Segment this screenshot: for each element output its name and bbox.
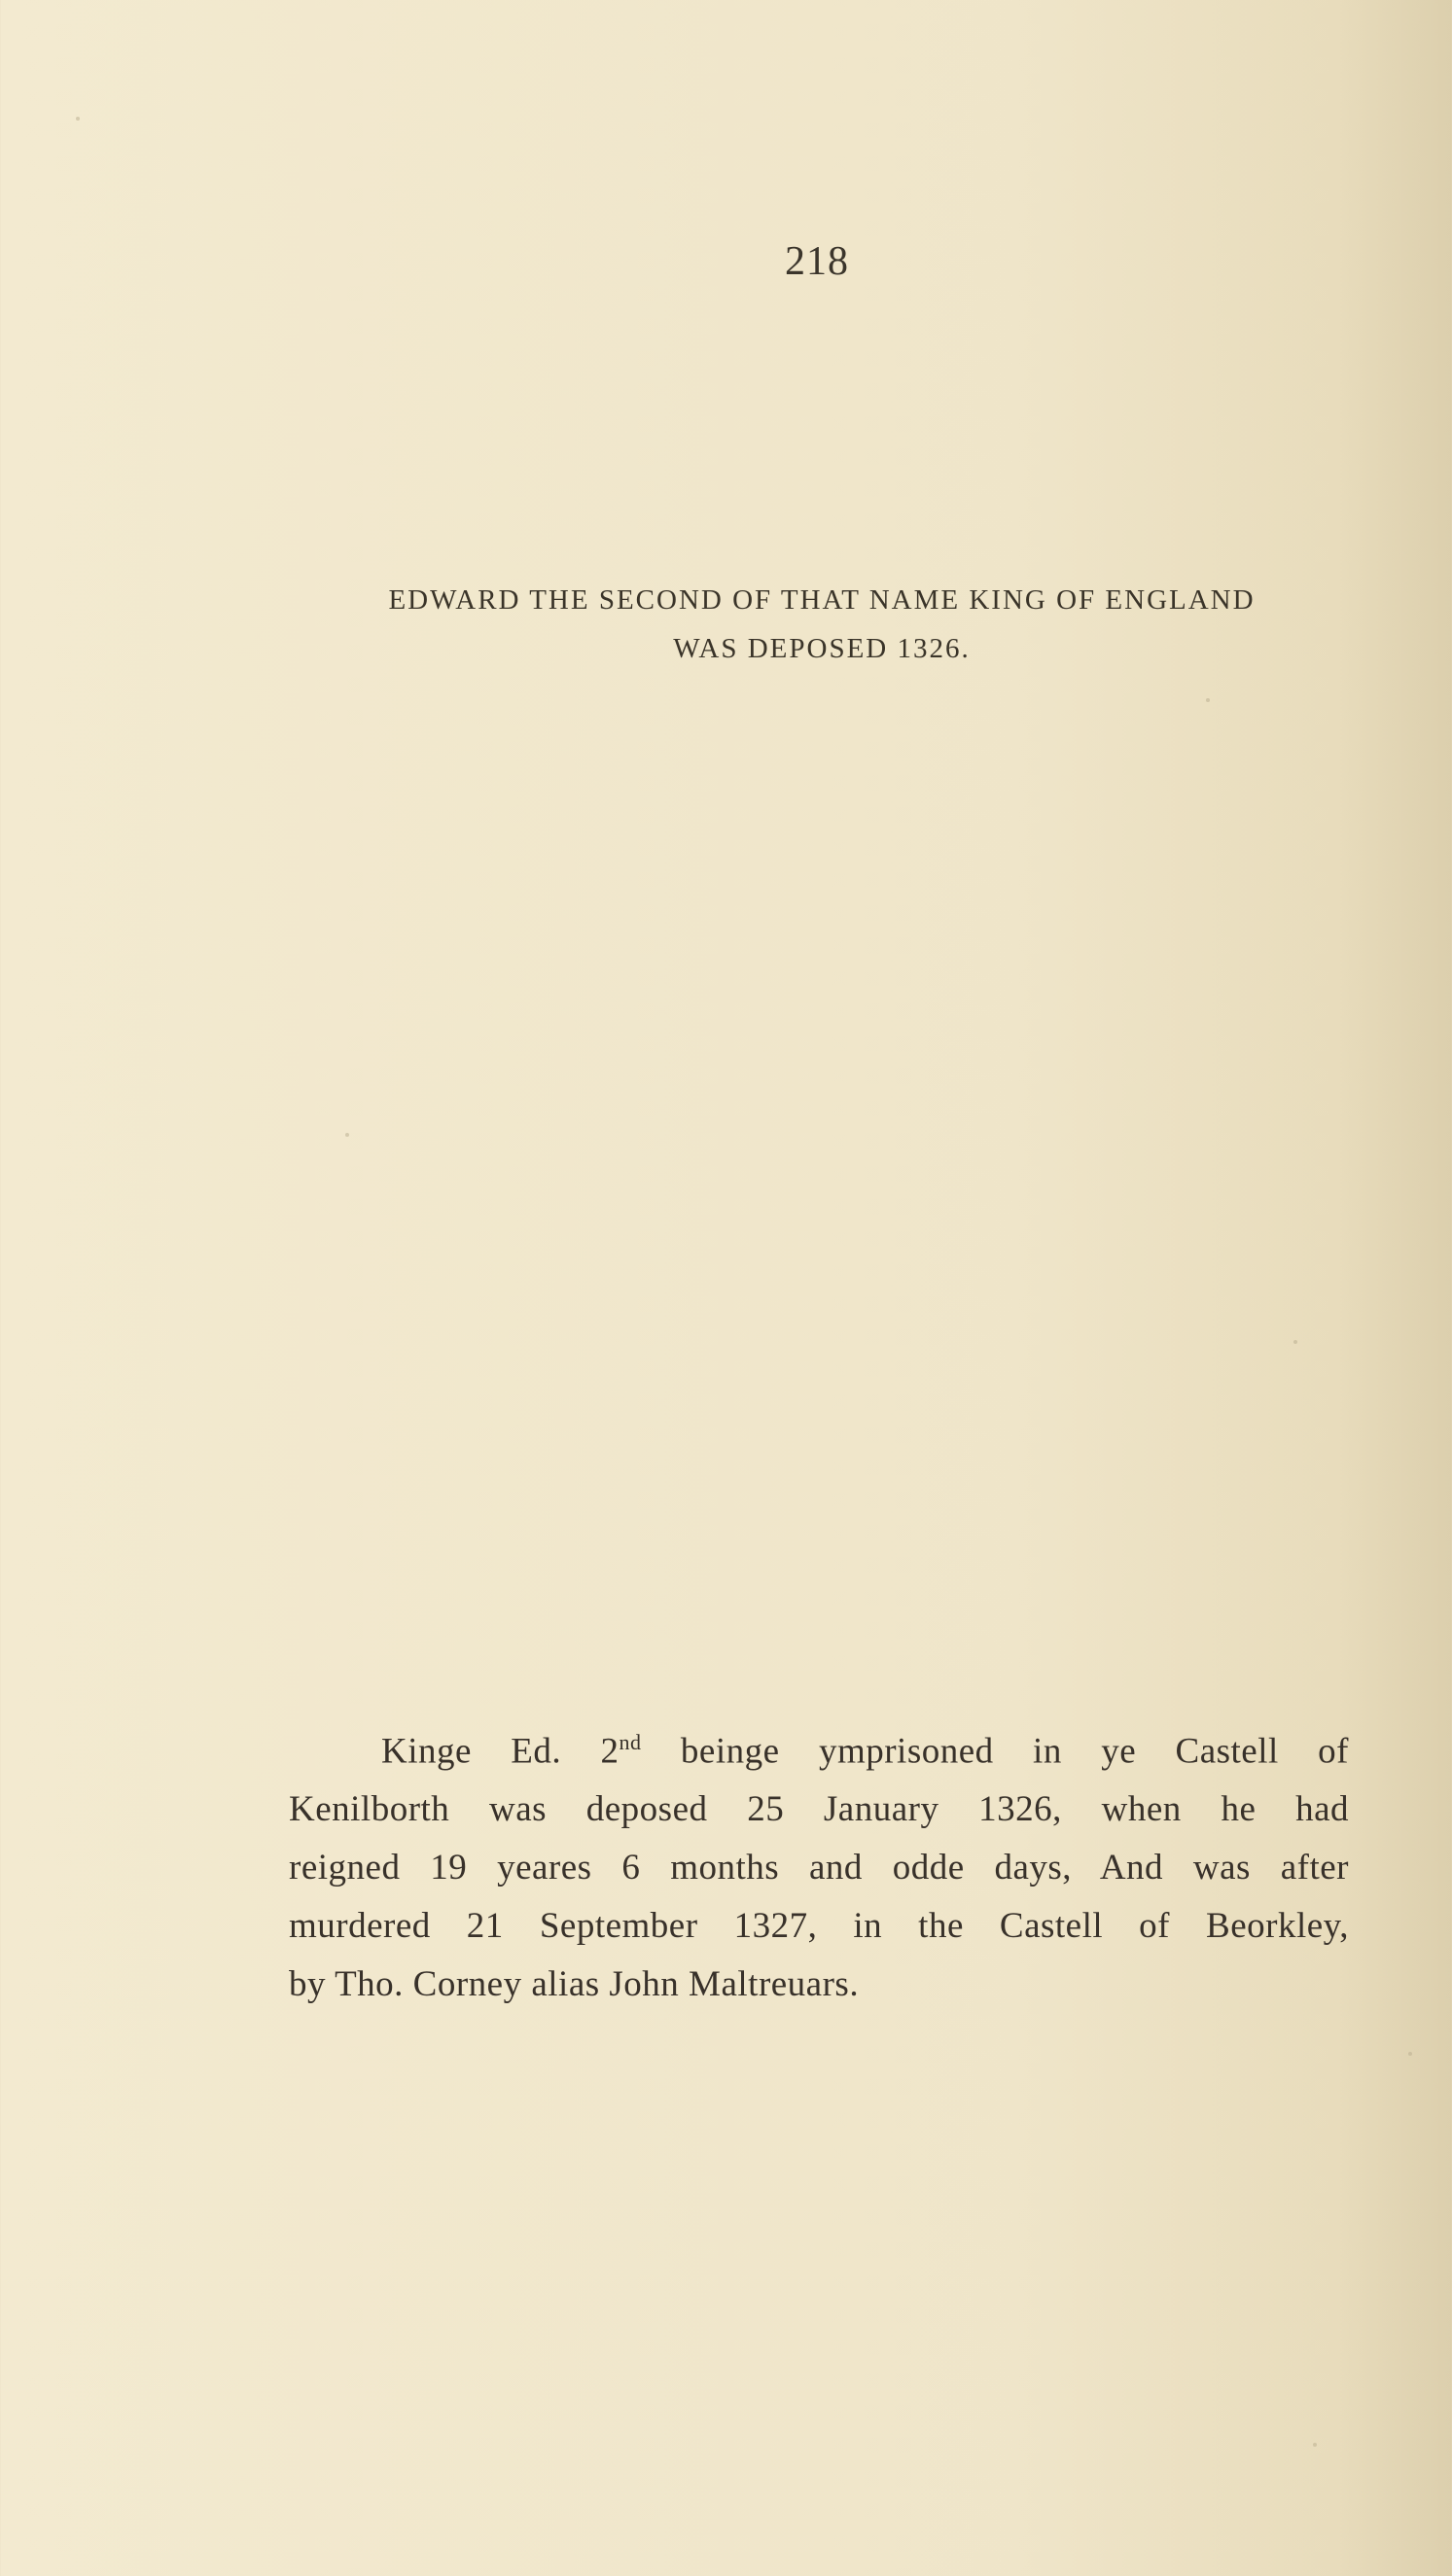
paper-speck [1313, 2443, 1317, 2447]
heading-line-1: EDWARD THE SECOND OF THAT NAME KING OF ENGLAND [388, 584, 1256, 616]
paper-speck [1408, 2052, 1412, 2056]
body-line-3: reigned 19 yeares 6 months and odde days, And was after [289, 1848, 1349, 1888]
body-line-1-prefix: Kinge Ed. 2 [381, 1731, 620, 1772]
body-line-1-suffix: beinge ymprisoned in ye Castell of [641, 1731, 1349, 1772]
paper-speck [345, 1133, 349, 1137]
body-line-5: by Tho. Corney alias John Maltreuars. [289, 1964, 860, 2005]
body-line-2: Kenilborth was deposed 25 January 1326, when he had [289, 1789, 1349, 1830]
page-heading [243, 576, 1400, 673]
body-line-1 [289, 1713, 1349, 1781]
paper-speck [1206, 698, 1210, 702]
body-paragraph [289, 1713, 1349, 2014]
body-line-4: murdered 21 September 1327, in the Castell of Beorkley, [289, 1906, 1349, 1947]
paper-speck [76, 117, 80, 121]
paper-speck [1293, 1340, 1297, 1344]
heading-line-2: WAS DEPOSED 1326. [673, 633, 971, 664]
ordinal-superscript: nd [619, 1730, 642, 1754]
page-number: 218 [785, 239, 849, 284]
